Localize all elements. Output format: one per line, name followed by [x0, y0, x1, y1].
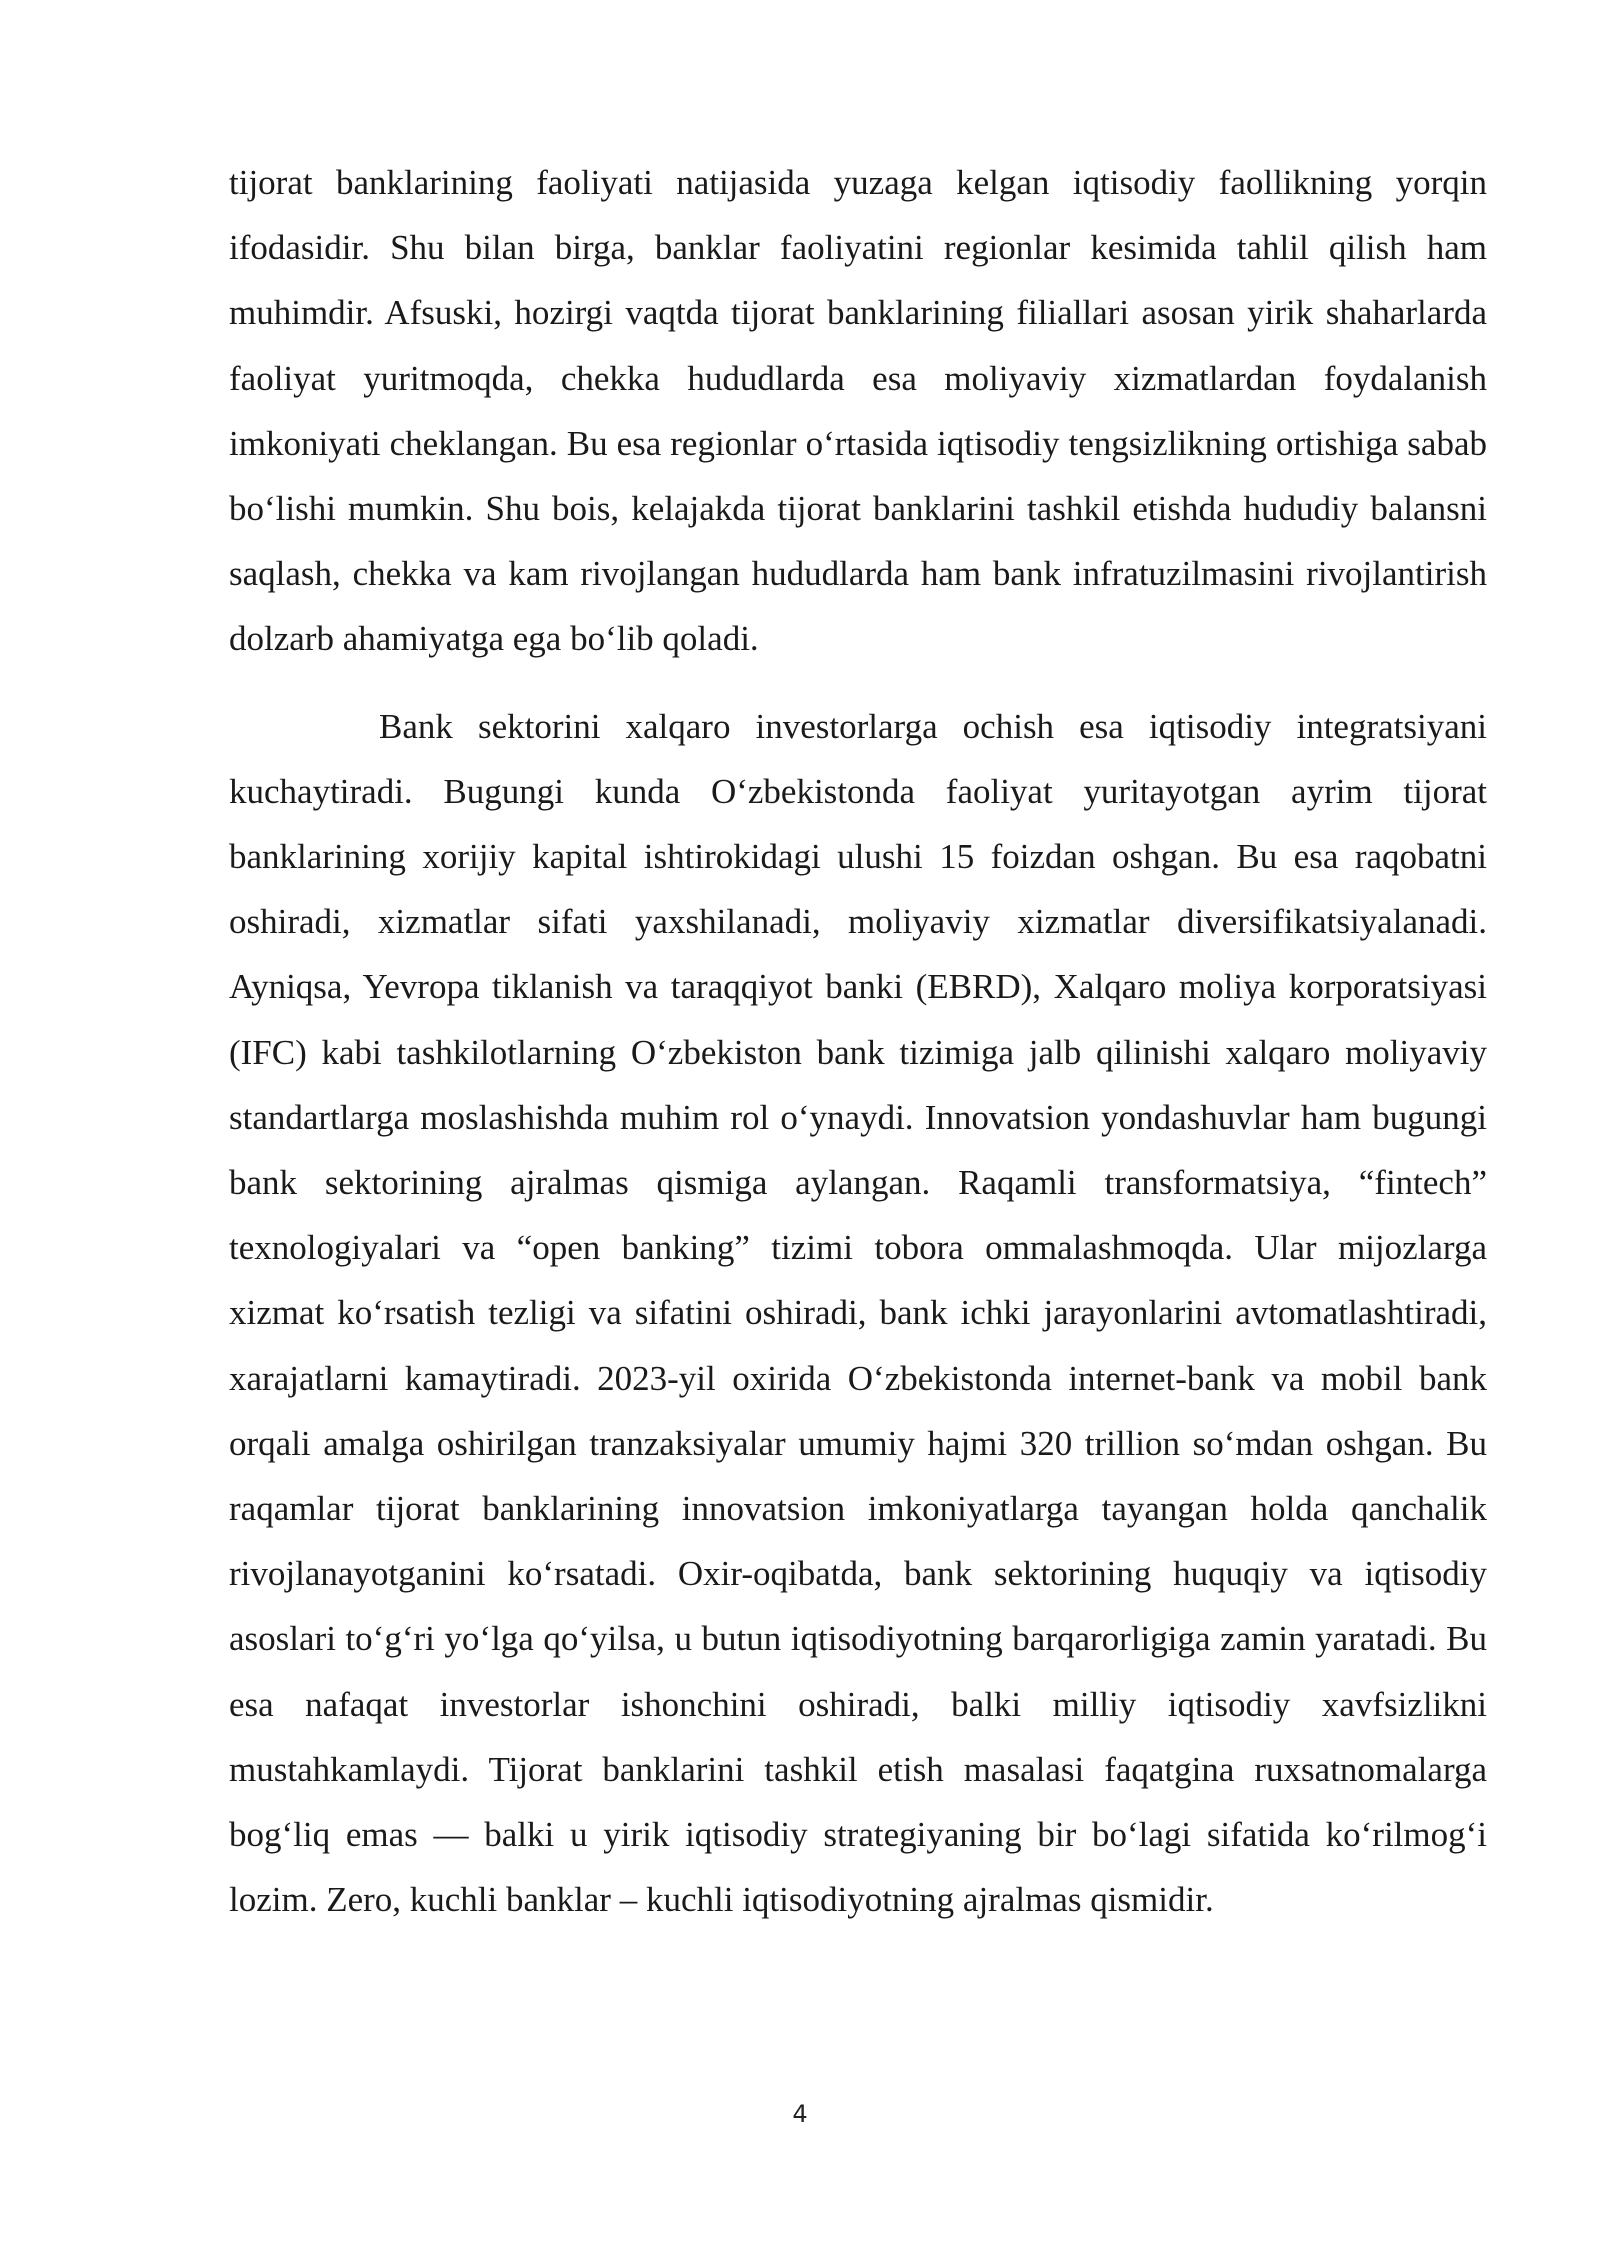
- document-body: [229, 150, 1487, 1932]
- page-number: 4: [792, 2100, 808, 2128]
- paragraph-regional-banking: tijorat banklarining faoliyati natijasida yuzaga kelgan iqtisodiy faollikning yorqin ifodasidir. Shu bilan birga, banklar faoliyatini regionlar kesimida tahlil qilish ham muhimdir. Afsuski, hozirgi vaqtda tijorat banklarining filiallari asosan yirik shaharlarda faoliyat yuritmoqda, chekka hududlarda esa moliyaviy xizmatlardan foydalanish imkoniyati cheklangan. Bu esa regionlar o‘rtasida iqtisodiy tengsizlikning ortishiga sabab bo‘lishi mumkin. Shu bois, kelajakda tijorat banklarini tashkil etishda hududiy balansni saqlash, chekka va kam rivojlangan hududlarda ham bank infratuzilmasini rivojlantirish dolzarb ahamiyatga ega bo‘lib qoladi.: [229, 163, 1487, 659]
- paragraph-international-investors: Bank sektorini xalqaro investorlarga ochish esa iqtisodiy integratsiyani kuchaytiradi. Bugungi kunda O‘zbekistonda faoliyat yuritayotgan ayrim tijorat banklarining xorijiy kapital ishtirokidagi ulushi 15 foizdan oshgan. Bu esa raqobatni oshiradi, xizmatlar sifati yaxshilanadi, moliyaviy xizmatlar diversifikatsiyalanadi. Ayniqsa, Yevropa tiklanish va taraqqiyot banki (EBRD), Xalqaro moliya korporatsiyasi (IFC) kabi tashkilotlarning O‘zbekiston bank tizimiga jalb qilinishi xalqaro moliyaviy standartlarga moslashishda muhim rol o‘ynaydi. Innovatsion yondashuvlar ham bugungi bank sektorining ajralmas qismiga aylangan. Raqamli transformatsiya, “fintech” texnologiyalari va “open banking” tizimi tobora ommalashmoqda. Ular mijozlarga xizmat ko‘rsatish tezligi va sifatini oshiradi, bank ichki jarayonlarini avtomatlashtiradi, xarajatlarni kamaytiradi. 2023-yil oxirida O‘zbekistonda internet-bank va mobil bank orqali amalga oshirilgan tranzaksiyalar umumiy hajmi 320 trillion so‘mdan oshgan. Bu raqamlar tijorat banklarining innovatsion imkoniyatlarga tayangan holda qanchalik rivojlanayotganini ko‘rsatadi. Oxir-oqibatda, bank sektorining huquqiy va iqtisodiy asoslari to‘g‘ri yo‘lga qo‘yilsa, u butun iqtisodiyotning barqarorligiga zamin yaratadi. Bu esa nafaqat investorlar ishonchini oshiradi, balki milliy iqtisodiy xavfsizlikni mustahkamlaydi. Tijorat banklarini tashkil etish masalasi faqatgina ruxsatnomalarga bog‘liq emas — balki u yirik iqtisodiy strategiyaning bir bo‘lagi sifatida ko‘rilmog‘i lozim. Zero, kuchli banklar – kuchli iqtisodiyotning ajralmas qismidir.: [229, 706, 1487, 1920]
